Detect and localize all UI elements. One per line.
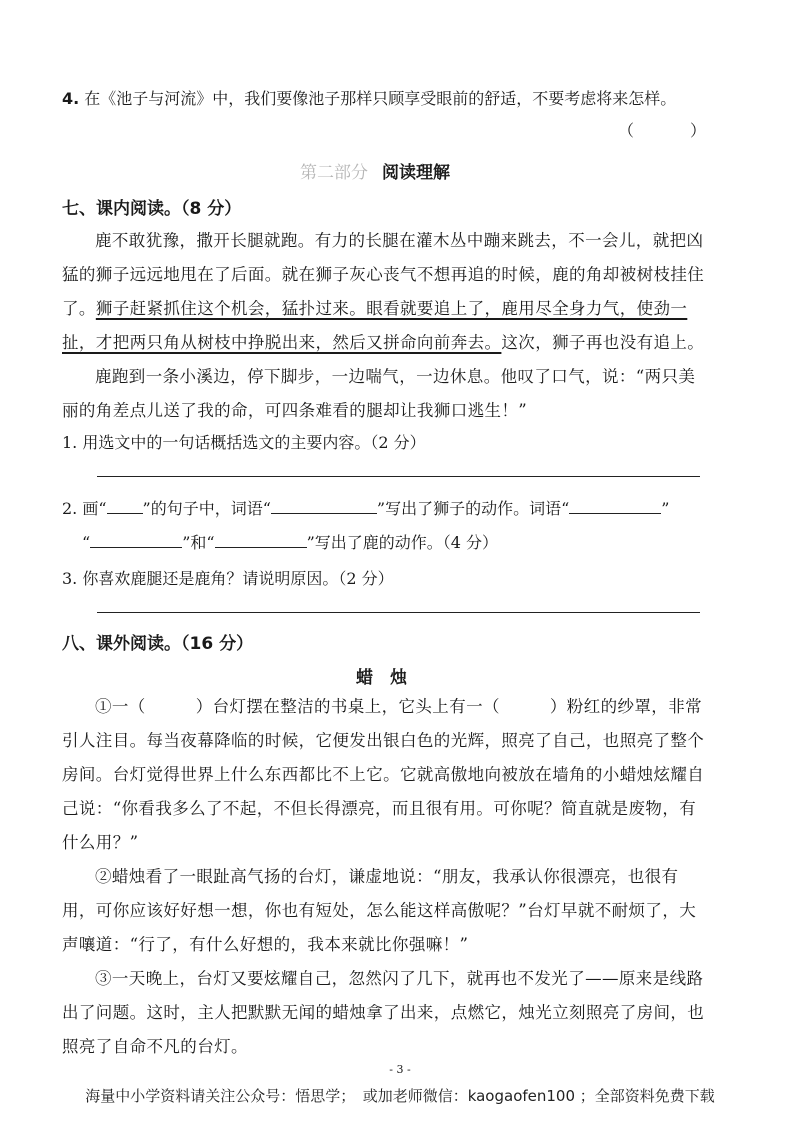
section-7-question-2 (62, 496, 669, 519)
q2-text-g: ”写出了鹿的动作。（4 分） (306, 533, 499, 552)
part-title (300, 158, 450, 183)
story-paragraph-3: ③一天晚上，台灯又要炫耀自己，忽然闪了几下，就再也不发光了——原来是线路出了问题。这时，主人把默默无闻的蜡烛拿了出来，点燃它，烛光立刻照亮了房间，也照亮了自命不凡的台灯。 (62, 969, 705, 1056)
q2-text-f: ”和“ (182, 533, 215, 552)
q2-text-b: ”的句子中，词语“ (142, 499, 271, 518)
footer-notice: 海量中小学资料请关注公众号：悟思学； 或加老师微信：kaogaofen100 ；全部资料免费下载 (85, 1087, 715, 1105)
story-1-text-b: ）台灯摆在整洁的书桌上，它头上有一（ (195, 697, 500, 716)
section-7-question-1: 1. 用选文中的一句话概括选文的主要内容。（2 分） (62, 433, 426, 452)
section-8-heading: 八、课外阅读。（16 分） (62, 634, 254, 654)
underlined-sentence: 狮子赶紧抓住这个机会，猛扑过来。眼看就要追上了，鹿用尽全身力气，使劲一扯，才把两只角从树枝中挣脱出来，然后又拼命向前奔去。 (62, 299, 688, 352)
question-4-text: 在《池子与河流》中，我们要像池子那样只顾享受眼前的舒适，不要考虑将来怎样。 (79, 89, 677, 108)
story-paragraph-2: ②蜡烛看了一眼趾高气扬的台灯，谦虚地说：“朋友，我承认你很漂亮，也很有用，可你应该好好想一想，你也有短处，怎么能这样高傲呢？”台灯早就不耐烦了，大声嚷道：“行了，有什么好想的，我本来就比你强嘛！” (62, 867, 697, 954)
q2-mark-blank[interactable] (107, 498, 143, 514)
q2-text-a: 2. 画“ (62, 499, 107, 518)
question-4-number: 4. (62, 89, 80, 108)
passage-1-text-b: 这次，狮子再也没有追上。 (501, 333, 705, 352)
story-title: 蜡 烛 (356, 668, 407, 688)
section-7-heading: 七、课内阅读。（8 分） (62, 199, 242, 219)
section-7-question-2-line-2 (82, 530, 498, 553)
q2-deer-word-blank-1[interactable] (569, 498, 661, 514)
part-label: 第二部分 (300, 163, 368, 183)
page-number: - 3 - (389, 1063, 411, 1076)
passage-1-text-a: 鹿不敢犹豫，撒开长腿就跑。有力的长腿在灌木丛中蹦来跳去，不一会儿，就把凶猛的狮子远远地甩在了后面。就在狮子灰心丧气不想再追的时候，鹿的角却被树枝挂住了。 (62, 231, 705, 318)
story-1-text-c: ）粉红的纱罩，非常引人注目。每当夜幕降临的时候，它便发出银白色的光辉，照亮了自己，也照亮了整个房间。台灯觉得世界上什么东西都比不上它。它就高傲地向被放在墙角的小蜡烛炫耀自己说：“你看我多么了不起，不但长得漂亮，而且很有用。可你呢？简直就是废物，有什么用？” (62, 697, 705, 852)
story-paragraph-1 (62, 690, 712, 860)
answer-line-3[interactable] (97, 612, 700, 613)
passage-paragraph-1 (62, 224, 712, 360)
q2-text-d: ” (661, 499, 670, 518)
answer-line-1[interactable] (97, 476, 700, 477)
question-4-answer-bracket: （ ） (618, 121, 709, 140)
q2-deer-word-blank-3[interactable] (215, 532, 307, 548)
q2-deer-word-blank-2[interactable] (90, 532, 182, 548)
part-name: 阅读理解 (382, 163, 450, 183)
passage-paragraph-2: 鹿跑到一条小溪边，停下脚步，一边喘气，一边休息。他叹了口气，说：“两只美丽的角差点儿送了我的命，可四条难看的腿却让我狮口逃生！” (62, 367, 696, 420)
q2-lion-word-blank[interactable] (271, 498, 377, 514)
question-4 (62, 86, 676, 109)
section-7-passage (62, 224, 712, 428)
q2-text-e: “ (82, 533, 91, 552)
section-7-question-3: 3. 你喜欢鹿腿还是鹿角？请说明原因。（2 分） (62, 569, 394, 588)
section-8-passage (62, 690, 712, 1064)
story-1-text-a: ①一（ (95, 697, 146, 716)
q2-text-c: ”写出了狮子的动作。词语“ (376, 499, 570, 518)
